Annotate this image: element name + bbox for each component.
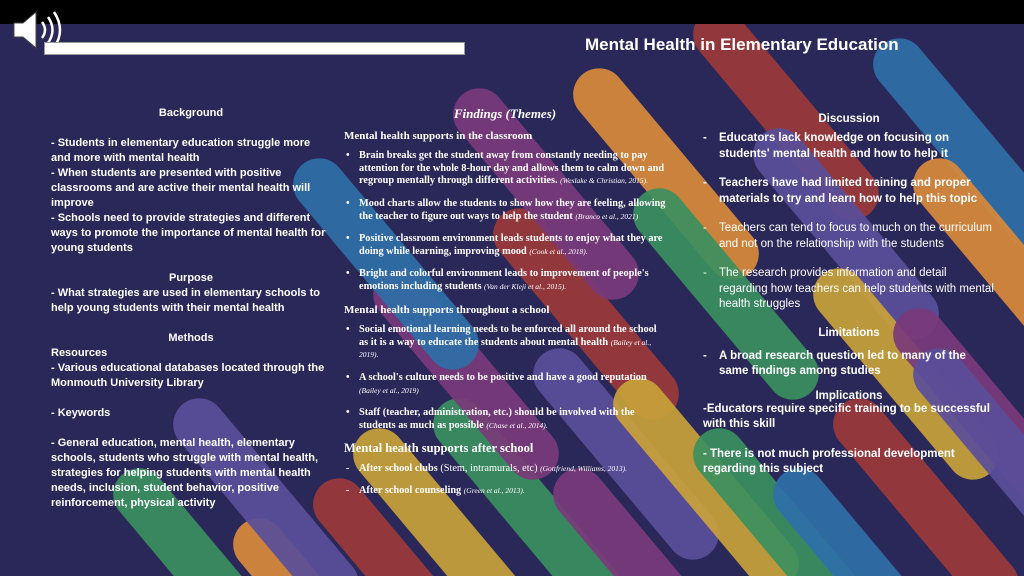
- discussion-item: - Teachers can tend to focus to much on the curriculum and not on the relationship with the students: [703, 221, 995, 252]
- resources-text: - Various educational databases located through the Monmouth University Library: [51, 362, 325, 389]
- findings-subheading: Mental health supports in the classroom: [344, 129, 533, 142]
- discussion-column: [703, 113, 995, 492]
- discussion-item: - Educators lack knowledge on focusing on students' mental health and how to help it: [703, 131, 995, 162]
- findings-column: [344, 108, 666, 508]
- citation: (Bailey et al., 2019).: [359, 337, 652, 360]
- background-line: - Students in elementary education struggle more and more with mental health: [51, 137, 311, 164]
- finding-item: • Positive classroom environment leads students to enjoy what they are doing while learning, improving mood (Cook et al., 2018).: [344, 233, 666, 258]
- finding-item: • Mood charts allow the students to show how they are feeling, allowing the teacher to figure out ways to help the student (Branco et al., 2021): [344, 198, 666, 223]
- methods-heading: Methods: [168, 332, 214, 344]
- purpose-text: - What strategies are used in elementary schools to help young students with their mental health: [51, 287, 320, 314]
- background-heading: Background: [158, 107, 224, 119]
- findings-subheading: Mental health supports after school: [344, 441, 534, 456]
- findings-subheading: Mental health supports throughout a school: [344, 303, 550, 316]
- implication-text: - There is not much professional development regarding this subject: [703, 447, 955, 475]
- finding-item: • Social emotional learning needs to be enforced all around the school as it is a way to educate the students about mental health (Bailey et al., 2019).: [344, 324, 666, 362]
- citation: (Weslake & Christian, 2015).: [560, 176, 649, 186]
- limitation-item: - A broad research question led to many of the same findings among studies: [703, 349, 995, 380]
- citation: (Van der Kleji et al., 2015).: [484, 281, 567, 291]
- finding-item: • Brain breaks get the student away from constantly needing to pay attention for the whole 8-hour day and allows them to calm down and regroup mentally through different activities. (Weslake & Christian, 2015).: [344, 150, 666, 188]
- background-line: - Schools need to provide strategies and different ways to promote the importance of mental health for young students: [51, 212, 326, 254]
- resources-label: Resources: [51, 347, 108, 359]
- left-column: [51, 106, 331, 511]
- keywords-text: - General education, mental health, elementary schools, students who struggle with mental health, strategies for helping students with mental health needs, inclusion, student behavior, positive reinforcement, physical activity: [51, 437, 319, 509]
- finding-item: - After school clubs (Stem, intramurals, etc) (Gottfriend, Williams, 2013).: [344, 463, 666, 476]
- slide-title: Mental Health in Elementary Education: [585, 35, 899, 54]
- finding-item: • A school's culture needs to be positive and have a good reputation (Bailey et al., 2019): [344, 372, 666, 397]
- purpose-heading: Purpose: [168, 272, 213, 284]
- keywords-label: - Keywords: [51, 407, 111, 419]
- implications-heading: Implications: [815, 389, 883, 402]
- finding-item: - After school counseling (Green et al., 2013).: [344, 485, 666, 498]
- finding-item: • Bright and colorful environment leads to improvement of people's emotions including students (Van der Kleji et al., 2015).: [344, 268, 666, 293]
- citation: (Branco et al., 2021): [575, 211, 639, 221]
- citation: (Chase et al., 2014).: [486, 420, 548, 430]
- limitations-heading: Limitations: [818, 326, 880, 339]
- citation: (Cook et al., 2018).: [529, 246, 588, 256]
- discussion-item: - Teachers have had limited training and proper materials to try and learn how to help this topic: [703, 176, 995, 207]
- citation: (Gottfriend, Williams, 2013).: [540, 463, 628, 473]
- discussion-item: - The research provides information and detail regarding how teachers can help students with mental health struggles: [703, 266, 995, 313]
- background-line: - When students are presented with positive classrooms and are active their mental health will improve: [51, 167, 311, 209]
- discussion-heading: Discussion: [818, 113, 880, 125]
- finding-item: • Staff (teacher, administration, etc.) should be involved with the students as much as possible (Chase et al., 2014).: [344, 407, 666, 432]
- implication-text: -Educators require specific training to be successful with this skill: [703, 402, 990, 430]
- findings-heading: Findings (Themes): [453, 106, 557, 121]
- citation: (Green et al., 2013).: [463, 486, 525, 496]
- citation: (Bailey et al., 2019): [359, 385, 419, 395]
- audio-progress-bar[interactable]: [44, 42, 465, 55]
